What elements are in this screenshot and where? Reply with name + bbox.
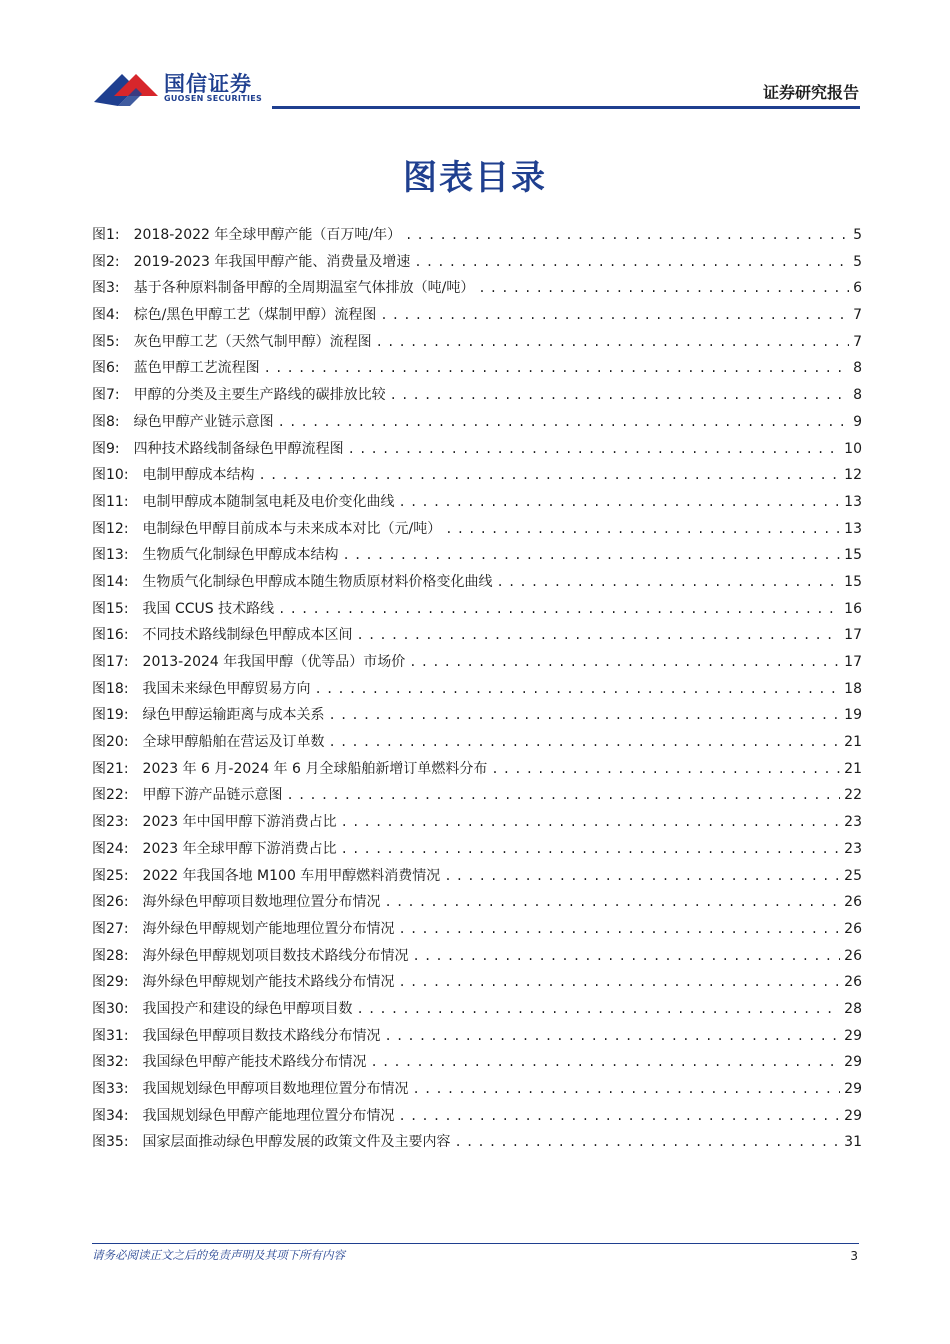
toc-entry-page[interactable]: 13 (844, 493, 862, 510)
toc-entry[interactable] (92, 996, 862, 1023)
toc-dot-leader (357, 996, 841, 1023)
toc-dot-leader (478, 275, 849, 302)
logo-chinese-name: 国信证券 (164, 72, 252, 96)
toc-entry-title[interactable]: 2018-2022 年全球甲醇产能（百万吨/年） (133, 227, 402, 243)
toc-entry-page[interactable]: 26 (844, 894, 862, 911)
toc-dot-leader (414, 249, 849, 276)
toc-entry-page[interactable]: 19 (844, 707, 862, 724)
toc-entry-number: 图27: (92, 920, 129, 937)
toc-dot-leader (357, 622, 841, 649)
toc-entry-page[interactable]: 7 (853, 307, 862, 324)
toc-entry-number: 图10: (92, 467, 129, 484)
toc-dot-leader (405, 222, 849, 249)
page-header (0, 0, 950, 112)
toc-entry-title[interactable]: 2023 年全球甲醇下游消费占比 (142, 840, 337, 857)
toc-entry-number: 图1: (92, 227, 120, 243)
toc-entry[interactable] (92, 863, 862, 890)
toc-entry-number: 图11: (92, 493, 129, 510)
toc-entry-number: 图30: (92, 1000, 129, 1017)
toc-entry-title[interactable]: 我国未来绿色甲醇贸易方向 (142, 680, 311, 697)
toc-entry[interactable] (92, 809, 862, 836)
toc-dot-leader (348, 436, 841, 463)
toc-entry-title[interactable]: 国家层面推动绿色甲醇发展的政策文件及主要内容 (142, 1134, 451, 1151)
toc-entry-page[interactable]: 8 (853, 360, 862, 377)
toc-entry-page[interactable]: 5 (853, 253, 862, 270)
toc-entry-number: 图14: (92, 573, 129, 590)
toc-entry[interactable] (92, 542, 862, 569)
toc-entry-number: 图7: (92, 387, 120, 404)
toc-entry-title[interactable]: 生物质气化制绿色甲醇成本随生物质原材料价格变化曲线 (142, 573, 493, 590)
toc-entry[interactable] (92, 222, 862, 249)
toc-entry-page[interactable]: 15 (844, 547, 862, 564)
toc-dot-leader (380, 302, 849, 329)
toc-entry[interactable] (92, 596, 862, 623)
toc-entry[interactable] (92, 489, 862, 516)
toc-entry-title[interactable]: 灰色甲醇工艺（天然气制甲醇）流程图 (133, 333, 372, 350)
toc-entry-page[interactable]: 5 (853, 227, 862, 243)
toc-entry-page[interactable]: 16 (844, 600, 862, 617)
toc-entry-page[interactable]: 28 (844, 1000, 862, 1017)
toc-entry-title[interactable]: 海外绿色甲醇项目数地理位置分布情况 (142, 894, 381, 911)
toc-entry-number: 图20: (92, 734, 129, 751)
toc-entry-page[interactable]: 26 (844, 947, 862, 964)
toc-entry-page[interactable]: 26 (844, 974, 862, 991)
toc-dot-leader (341, 836, 841, 863)
toc-entry-number: 图3: (92, 280, 120, 297)
toc-entry-title[interactable]: 2023 年中国甲醇下游消费占比 (142, 814, 337, 831)
toc-entry-number: 图23: (92, 814, 129, 831)
toc-entry-number: 图16: (92, 627, 129, 644)
toc-entry-number: 图31: (92, 1027, 129, 1044)
toc-dot-leader (329, 729, 841, 756)
toc-entry[interactable] (92, 1023, 862, 1050)
guosen-logo (92, 66, 267, 108)
toc-entry[interactable] (92, 569, 862, 596)
toc-dot-leader (497, 569, 841, 596)
toc-entry-number: 图35: (92, 1134, 129, 1151)
toc-entry-page[interactable]: 29 (844, 1054, 862, 1071)
toc-entry-page[interactable]: 22 (844, 787, 862, 804)
toc-dot-leader (399, 489, 841, 516)
toc-entry[interactable] (92, 702, 862, 729)
toc-entry[interactable] (92, 249, 862, 276)
toc-entry-title[interactable]: 2022 年我国各地 M100 车用甲醇燃料消费情况 (142, 867, 441, 884)
toc-dot-leader (278, 596, 840, 623)
page-number: 3 (850, 1249, 858, 1263)
toc-dot-leader (376, 329, 849, 356)
toc-entry-title[interactable]: 我国 CCUS 技术路线 (142, 600, 275, 617)
toc-entry-page[interactable]: 12 (844, 467, 862, 484)
toc-entry[interactable] (92, 756, 862, 783)
toc-entry[interactable] (92, 729, 862, 756)
toc-entry-title[interactable]: 我国绿色甲醇项目数技术路线分布情况 (142, 1027, 381, 1044)
toc-dot-leader (413, 1076, 841, 1103)
toc-entry-title[interactable]: 电制甲醇成本随制氢电耗及电价变化曲线 (142, 493, 395, 510)
toc-entry[interactable] (92, 889, 862, 916)
toc-entry-number: 图22: (92, 787, 129, 804)
toc-dot-leader (259, 462, 841, 489)
toc-entry-number: 图24: (92, 840, 129, 857)
toc-entry-title[interactable]: 蓝色甲醇工艺流程图 (133, 360, 260, 377)
toc-entry-page[interactable]: 29 (844, 1027, 862, 1044)
toc-entry-page[interactable]: 8 (853, 387, 862, 404)
toc-entry[interactable] (92, 516, 862, 543)
toc-entry[interactable] (92, 329, 862, 356)
toc-entry-title[interactable]: 电制绿色甲醇目前成本与未来成本对比（元/吨） (142, 520, 442, 537)
toc-entry[interactable] (92, 1103, 862, 1130)
toc-entry-number: 图6: (92, 360, 120, 377)
toc-entry-title[interactable]: 我国规划绿色甲醇产能地理位置分布情况 (142, 1107, 395, 1124)
toc-entry-number: 图12: (92, 520, 129, 537)
toc-entry-title[interactable]: 甲醇下游产品链示意图 (142, 787, 283, 804)
toc-entry[interactable] (92, 649, 862, 676)
toc-entry-title[interactable]: 生物质气化制绿色甲醇成本结构 (142, 547, 339, 564)
toc-entry[interactable] (92, 676, 862, 703)
toc-entry[interactable] (92, 943, 862, 970)
toc-entry[interactable] (92, 1076, 862, 1103)
figure-table-of-contents (92, 222, 862, 1156)
toc-entry-title[interactable]: 海外绿色甲醇规划产能技术路线分布情况 (142, 974, 395, 991)
toc-entry[interactable] (92, 409, 862, 436)
toc-entry-title[interactable]: 甲醇的分类及主要生产路线的碳排放比较 (133, 387, 386, 404)
toc-entry-page[interactable]: 21 (844, 760, 862, 777)
toc-entry-number: 图29: (92, 974, 129, 991)
toc-entry-page[interactable]: 26 (844, 920, 862, 937)
toc-entry-number: 图5: (92, 333, 120, 350)
toc-entry-title[interactable]: 我国投产和建设的绿色甲醇项目数 (142, 1000, 353, 1017)
toc-entry-title[interactable]: 2013-2024 年我国甲醇（优等品）市场价 (142, 654, 406, 670)
toc-entry-number: 图32: (92, 1054, 129, 1071)
toc-entry[interactable] (92, 622, 862, 649)
toc-entry-number: 图21: (92, 760, 129, 777)
toc-entry-page[interactable]: 23 (844, 814, 862, 831)
toc-entry[interactable] (92, 1049, 862, 1076)
toc-entry-number: 图4: (92, 307, 120, 324)
toc-entry[interactable] (92, 969, 862, 996)
toc-entry[interactable] (92, 782, 862, 809)
toc-entry[interactable] (92, 836, 862, 863)
toc-entry[interactable] (92, 382, 862, 409)
toc-entry-title[interactable]: 电制甲醇成本结构 (142, 467, 255, 484)
toc-dot-leader (264, 355, 849, 382)
toc-dot-leader (287, 782, 841, 809)
toc-entry-number: 图17: (92, 654, 129, 670)
toc-entry-title[interactable]: 四种技术路线制备绿色甲醇流程图 (133, 440, 344, 457)
toc-dot-leader (413, 943, 841, 970)
toc-dot-leader (444, 863, 840, 890)
toc-entry[interactable] (92, 302, 862, 329)
toc-entry-page[interactable]: 17 (844, 627, 862, 644)
toc-entry[interactable] (92, 916, 862, 943)
toc-entry[interactable] (92, 436, 862, 463)
report-type-label: 证券研究报告 (762, 83, 859, 102)
toc-entry-title[interactable]: 绿色甲醇产业链示意图 (133, 413, 274, 430)
toc-dot-leader (315, 676, 841, 703)
toc-dot-leader (409, 649, 840, 676)
header-divider (272, 106, 860, 109)
toc-entry-number: 图9: (92, 440, 120, 457)
toc-entry-title[interactable]: 绿色甲醇运输距离与成本关系 (142, 707, 325, 724)
toc-entry[interactable] (92, 355, 862, 382)
toc-entry-number: 图2: (92, 253, 120, 270)
toc-dot-leader (390, 382, 849, 409)
toc-entry-title[interactable]: 我国规划绿色甲醇项目数地理位置分布情况 (142, 1081, 409, 1097)
toc-entry-page[interactable]: 7 (853, 333, 862, 350)
footer-disclaimer: 请务必阅读正文之后的免责声明及其项下所有内容 (92, 1248, 345, 1262)
toc-dot-leader (399, 969, 841, 996)
toc-entry-title[interactable]: 海外绿色甲醇规划项目数技术路线分布情况 (142, 947, 409, 964)
guosen-logo-mark-icon (92, 66, 160, 108)
toc-dot-leader (455, 1129, 841, 1156)
toc-dot-leader (343, 542, 841, 569)
toc-entry-title[interactable]: 2019-2023 年我国甲醇产能、消费量及增速 (133, 253, 411, 270)
toc-entry-page[interactable]: 6 (853, 280, 862, 297)
toc-entry-title[interactable]: 不同技术路线制绿色甲醇成本区间 (142, 627, 353, 644)
toc-entry-page[interactable]: 23 (844, 840, 862, 857)
toc-entry-number: 图8: (92, 413, 120, 430)
toc-entry-page[interactable]: 31 (844, 1134, 862, 1151)
page-title: 图表目录 (403, 158, 547, 198)
toc-entry-page[interactable]: 25 (844, 867, 862, 884)
toc-dot-leader (278, 409, 849, 436)
toc-entry-page[interactable]: 29 (844, 1081, 862, 1097)
toc-entry-title[interactable]: 全球甲醇船舶在营运及订单数 (142, 734, 325, 751)
toc-entry-title[interactable]: 我国绿色甲醇产能技术路线分布情况 (142, 1054, 367, 1071)
toc-entry-number: 图26: (92, 894, 129, 911)
toc-entry-number: 图18: (92, 680, 129, 697)
toc-entry-title[interactable]: 棕色/黑色甲醇工艺（煤制甲醇）流程图 (133, 307, 377, 324)
toc-dot-leader (341, 809, 841, 836)
toc-dot-leader (385, 1023, 841, 1050)
toc-entry-number: 图15: (92, 600, 129, 617)
toc-entry-title[interactable]: 2023 年 6 月-2024 年 6 月全球船舶新增订单燃料分布 (142, 760, 488, 777)
footer-divider (92, 1243, 859, 1244)
toc-entry-page[interactable]: 29 (844, 1107, 862, 1124)
toc-entry-number: 图28: (92, 947, 129, 964)
toc-entry-page[interactable]: 21 (844, 734, 862, 751)
toc-entry-title[interactable]: 基于各种原料制备甲醇的全周期温室气体排放（吨/吨） (133, 280, 475, 297)
toc-entry-page[interactable]: 18 (844, 680, 862, 697)
toc-dot-leader (329, 702, 841, 729)
toc-entry-number: 图25: (92, 867, 129, 884)
toc-dot-leader (399, 1103, 841, 1130)
toc-entry-page[interactable]: 10 (844, 440, 862, 457)
toc-entry-page[interactable]: 17 (844, 654, 862, 670)
toc-dot-leader (445, 516, 840, 543)
toc-entry-number: 图34: (92, 1107, 129, 1124)
toc-entry[interactable] (92, 462, 862, 489)
toc-dot-leader (371, 1049, 841, 1076)
logo-english-name: GUOSEN SECURITIES (164, 94, 263, 103)
toc-dot-leader (399, 916, 841, 943)
toc-entry-title[interactable]: 海外绿色甲醇规划产能地理位置分布情况 (142, 920, 395, 937)
toc-dot-leader (385, 889, 841, 916)
toc-entry-number: 图13: (92, 547, 129, 564)
toc-entry-page[interactable]: 13 (844, 520, 862, 537)
toc-dot-leader (491, 756, 840, 783)
toc-entry-page[interactable]: 15 (844, 573, 862, 590)
toc-entry-page[interactable]: 9 (853, 413, 862, 430)
toc-entry[interactable] (92, 1129, 862, 1156)
toc-entry[interactable] (92, 275, 862, 302)
toc-entry-number: 图19: (92, 707, 129, 724)
toc-entry-number: 图33: (92, 1081, 129, 1097)
